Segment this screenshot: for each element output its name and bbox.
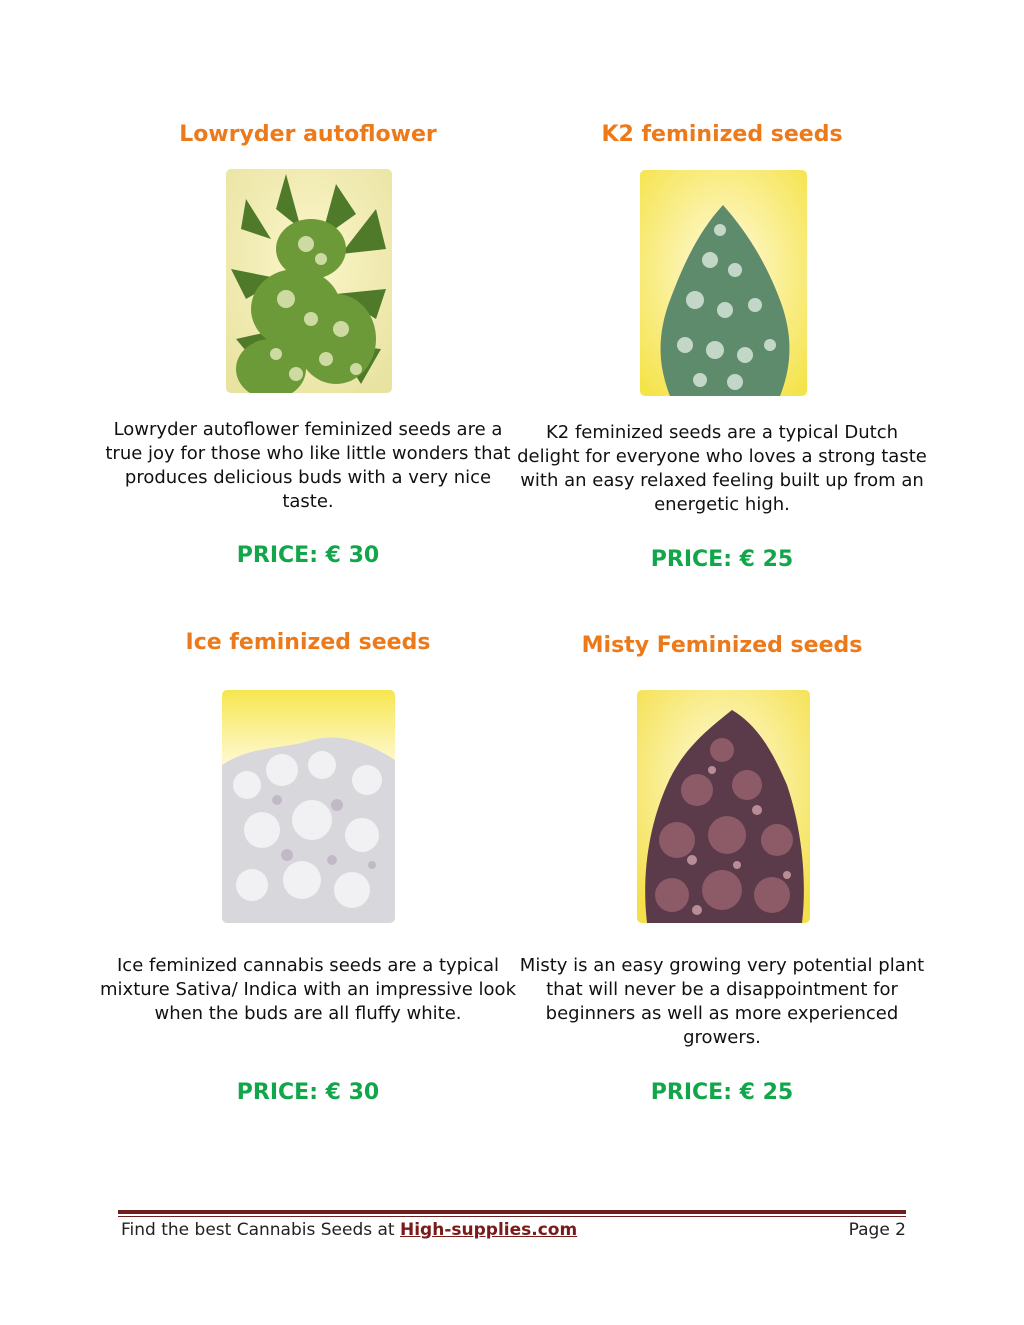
product-image-k2	[640, 170, 807, 396]
product-description: Lowryder autoflower feminized seeds are a true joy for those who like little wonders that produces delicious buds with a very nice taste.	[105, 419, 511, 512]
footer-site-link[interactable]: High-supplies.com	[400, 1220, 578, 1240]
product-price: PRICE: € 30	[236, 543, 380, 568]
product-title: Ice feminized seeds	[185, 630, 431, 655]
product-price: PRICE: € 25	[650, 1080, 794, 1105]
product-k2-title	[522, 122, 922, 147]
page-number: Page 2	[848, 1220, 906, 1240]
product-price: PRICE: € 30	[236, 1080, 380, 1105]
product-description: Misty is an easy growing very potential plant that will never be a disappointment for beginners as well as more experienced growers.	[519, 955, 925, 1048]
product-description: Ice feminized cannabis seeds are a typical mixture Sativa/ Indica with an impressive look when the buds are all fluffy white.	[100, 955, 516, 1024]
footer-divider-thin	[118, 1216, 906, 1217]
product-title: Lowryder autoflower	[179, 122, 437, 147]
footer-divider	[118, 1210, 906, 1214]
product-ice-title	[108, 630, 508, 655]
product-image-ice	[222, 690, 395, 923]
product-price: PRICE: € 25	[650, 547, 794, 572]
product-image-misty	[637, 690, 810, 923]
product-misty-title	[522, 633, 922, 658]
product-lowryder-title	[108, 122, 508, 147]
product-title: Misty Feminized seeds	[581, 633, 863, 658]
product-title: K2 feminized seeds	[601, 122, 843, 147]
footer	[121, 1220, 906, 1240]
product-image-lowryder	[226, 169, 392, 393]
product-description: K2 feminized seeds are a typical Dutch delight for everyone who loves a strong taste with an easy relaxed feeling built up from an energetic high.	[517, 422, 927, 515]
footer-text: Find the best Cannabis Seeds at	[121, 1220, 400, 1240]
